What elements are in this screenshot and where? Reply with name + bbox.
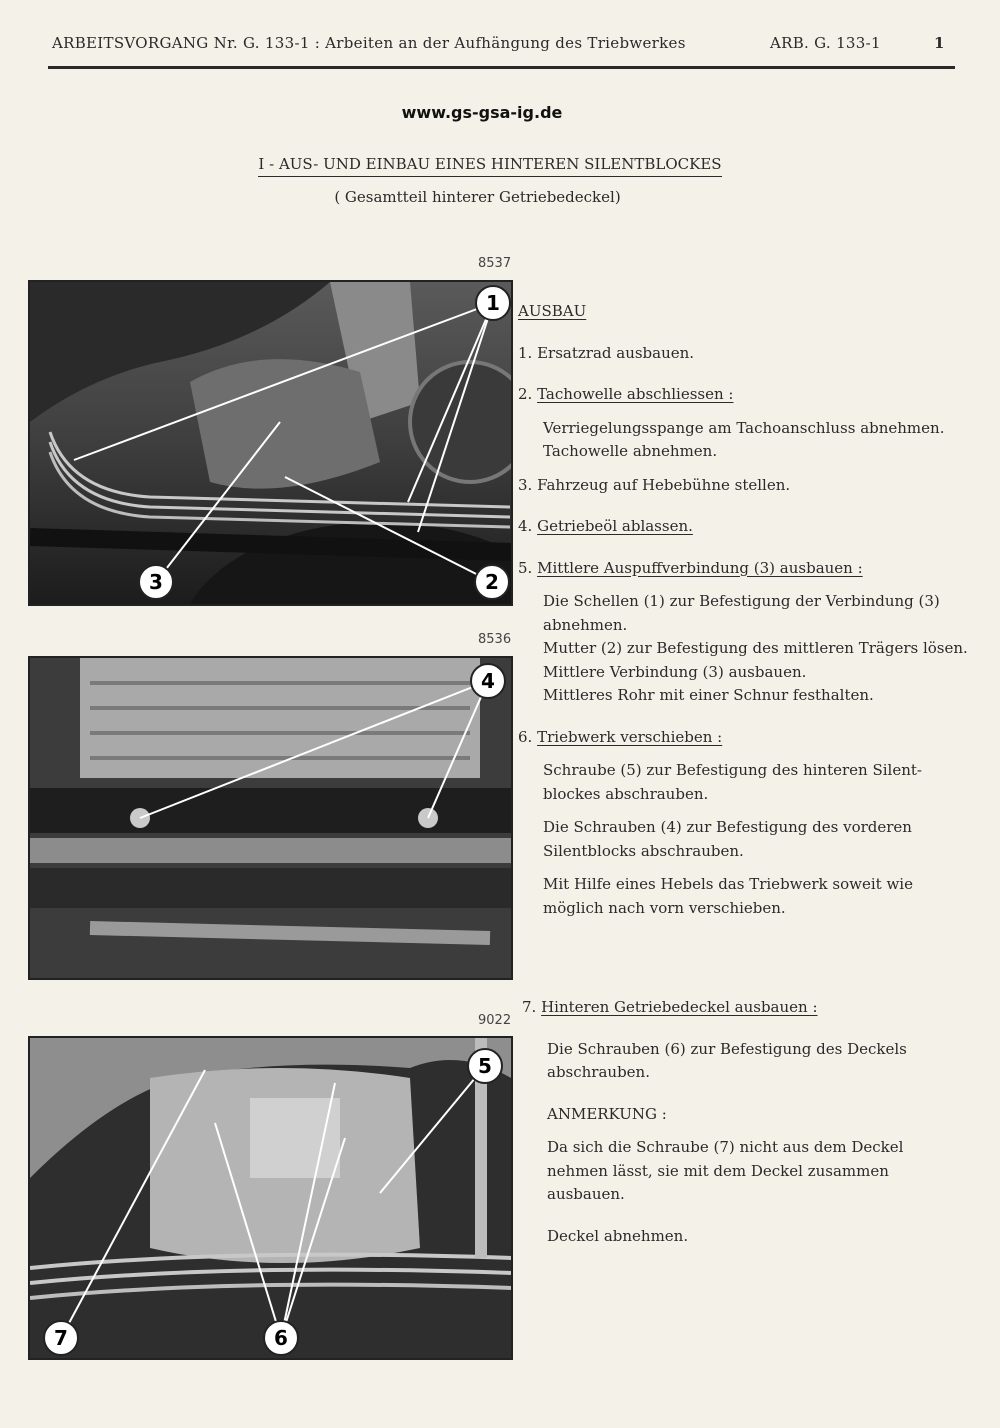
page-title-text: I - AUS- UND EINBAU EINES HINTEREN SILENTBLOCKES bbox=[258, 155, 721, 177]
step-2-line: Tachowelle abnehmen. bbox=[543, 442, 718, 460]
figure-2-number: 8536 bbox=[478, 632, 512, 647]
header-rule bbox=[48, 66, 955, 69]
note-line: ausbauen. bbox=[547, 1185, 625, 1203]
header-title: ARBEITSVORGANG Nr. G. 133-1 : Arbeiten an der Aufhängung des Triebwerkes bbox=[52, 34, 686, 52]
note-line: nehmen lässt, sie mit dem Deckel zusammen bbox=[547, 1161, 889, 1180]
step-6-line: Die Schrauben (4) zur Befestigung des vorderen bbox=[543, 818, 912, 836]
figure-1-number: 8537 bbox=[478, 256, 512, 271]
step-5-line: Mittleres Rohr mit einer Schnur festhalten. bbox=[543, 686, 874, 704]
step-6-line: Schraube (5) zur Befestigung des hinteren Silent- bbox=[543, 761, 922, 779]
header-code: ARB. G. 133-1 bbox=[770, 34, 881, 52]
svg-text:7: 7 bbox=[54, 1326, 68, 1350]
step-7-heading: 7. Hinteren Getriebedeckel ausbauen : bbox=[522, 998, 818, 1016]
step-7-final: Deckel abnehmen. bbox=[547, 1226, 689, 1245]
procedure-text-lower bbox=[522, 996, 982, 1248]
page-number: 1 bbox=[934, 34, 945, 52]
page-title bbox=[0, 155, 980, 173]
step-7-line: abschrauben. bbox=[547, 1063, 650, 1081]
step-6-heading: 6. Triebwerk verschieben : bbox=[518, 727, 723, 746]
callout-1 bbox=[476, 286, 510, 320]
step-5-line: abnehmen. bbox=[543, 615, 628, 634]
callout-7 bbox=[44, 1321, 78, 1355]
step-5-line: Die Schellen (1) zur Befestigung der Verbindung (3) bbox=[543, 592, 940, 610]
figure-1-photo bbox=[28, 280, 513, 606]
figure-2-photo bbox=[28, 656, 513, 980]
svg-text:3: 3 bbox=[149, 570, 163, 594]
svg-text:4: 4 bbox=[481, 669, 495, 693]
step-1: 1. Ersatzrad ausbauen. bbox=[518, 343, 695, 362]
note-line: Da sich die Schraube (7) nicht aus dem Deckel bbox=[547, 1138, 904, 1156]
callout-6 bbox=[264, 1321, 298, 1355]
website-url: www.gs-gsa-ig.de bbox=[401, 103, 563, 122]
step-6-line: blockes abschrauben. bbox=[543, 784, 709, 803]
step-3: 3. Fahrzeug auf Hebebühne stellen. bbox=[518, 475, 791, 494]
ausbau-heading: AUSBAU bbox=[518, 302, 587, 320]
step-7-line: Die Schrauben (6) zur Befestigung des Deckels bbox=[547, 1039, 907, 1058]
callout-4 bbox=[471, 664, 505, 698]
step-4-heading: 4. Getriebeöl ablassen. bbox=[518, 517, 693, 535]
figure-3-photo bbox=[28, 1036, 513, 1360]
figure-3-number: 9022 bbox=[478, 1013, 512, 1028]
procedure-text bbox=[518, 300, 978, 920]
svg-text:5: 5 bbox=[478, 1054, 492, 1078]
svg-text:2: 2 bbox=[485, 570, 499, 594]
callout-3 bbox=[139, 565, 173, 599]
step-2-heading: 2. Tachowelle abschliessen : bbox=[518, 385, 734, 403]
svg-text:1: 1 bbox=[486, 291, 500, 315]
step-5-line: Mittlere Verbindung (3) ausbauen. bbox=[543, 662, 807, 681]
page-subtitle: ( Gesamtteil hinterer Getriebedeckel) bbox=[334, 188, 621, 206]
step-2-line: Verriegelungsspange am Tachoanschluss abnehmen. bbox=[543, 418, 945, 437]
svg-text:6: 6 bbox=[274, 1326, 288, 1350]
step-5-heading: 5. Mittlere Auspuffverbindung (3) ausbauen : bbox=[518, 558, 863, 577]
step-6-line: möglich nach vorn verschieben. bbox=[543, 898, 786, 917]
step-5-line: Mutter (2) zur Befestigung des mittleren Trägers lösen. bbox=[543, 639, 968, 657]
callout-2 bbox=[475, 565, 509, 599]
step-6-line: Silentblocks abschrauben. bbox=[543, 841, 744, 860]
note-heading: ANMERKUNG : bbox=[547, 1104, 667, 1123]
callout-5 bbox=[468, 1049, 502, 1083]
step-6-line: Mit Hilfe eines Hebels das Triebwerk soweit wie bbox=[543, 875, 913, 893]
